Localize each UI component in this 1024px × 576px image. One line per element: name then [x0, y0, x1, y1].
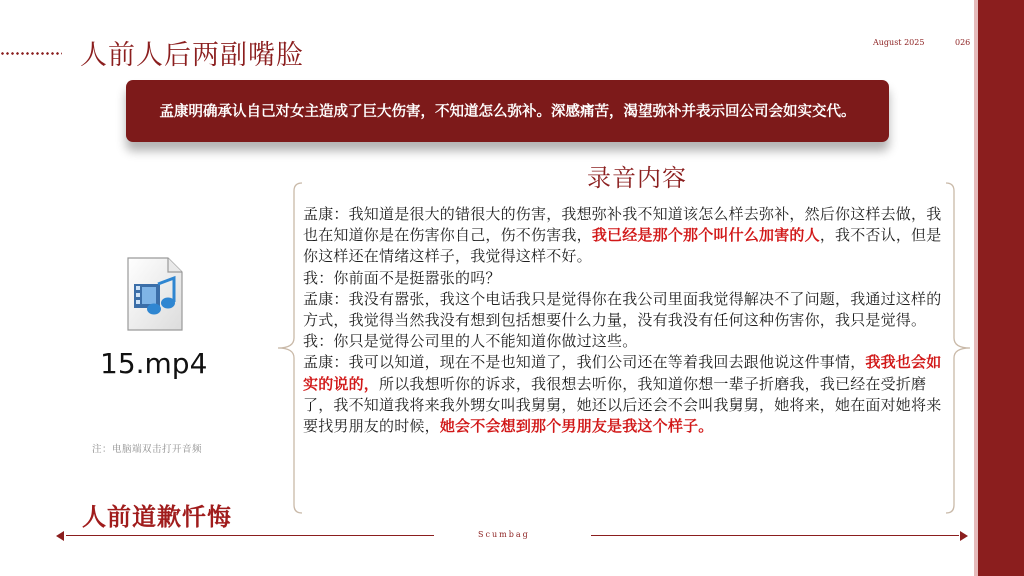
- footer-divider-left: [66, 535, 434, 536]
- transcript-paragraph: 我：你只是觉得公司里的人不能知道你做过这些。: [303, 332, 638, 351]
- open-audio-note: 注：电脑端双击打开音频: [92, 444, 203, 455]
- right-decorative-bar: [978, 0, 1024, 576]
- video-file-icon[interactable]: [124, 256, 186, 332]
- page-number: 026: [955, 38, 971, 47]
- footer-arrow-right-icon: [960, 531, 968, 541]
- transcript-text: ，我不否认，但是你这样还在情绪这样子，我觉得这样不好。: [303, 226, 942, 266]
- footer-divider-right: [591, 535, 959, 536]
- transcript-paragraph: [303, 352, 945, 437]
- transcript-highlight: 我我也会如实的说的，: [303, 353, 942, 393]
- footer-label: Scumbag: [478, 530, 530, 539]
- footer-arrow-left-icon: [56, 531, 64, 541]
- dotted-line-decoration: [0, 52, 62, 55]
- file-name[interactable]: 15.mp4: [100, 347, 208, 380]
- transcript-body: [303, 204, 945, 437]
- transcript-title: 录音内容: [587, 164, 687, 192]
- transcript-text: 孟康：我知道是很大的错很大的伤害，我想弥补我不知道该怎么样去弥补，然后你这样去做，我也在知道你是在伤害你自己，伤不伤害我，: [303, 205, 942, 245]
- header-date: August 2025: [873, 38, 925, 47]
- page-title: 人前人后两副嘴脸: [80, 40, 304, 71]
- transcript-highlight: 她会不会想到那个男朋友是我这个样子。: [439, 417, 714, 436]
- apology-heading: 人前道歉忏悔: [82, 502, 232, 531]
- transcript-text: 孟康：我可以知道，现在不是也知道了，我们公司还在等着我回去跟他说这件事情，: [303, 353, 866, 372]
- transcript-paragraph: 我：你前面不是挺嚣张的吗？: [303, 268, 501, 287]
- transcript-paragraph: 孟康：我没有嚣张，我这个电话我只是觉得你在我公司里面我觉得解决不了问题，我通过这样的方式，我觉得当然我没有想到包括想要什么力量，没有我没有任何这种伤害你，我只是觉得。: [303, 289, 942, 330]
- transcript-highlight: 我已经是那个那个叫什么加害的人: [591, 226, 820, 245]
- summary-banner: [126, 80, 889, 142]
- transcript-text: 所以我想听你的诉求，我很想去听你，我知道你想一辈子折磨我，我已经在受折磨了，我不知道我将来我外甥女叫我舅舅，她还以后还会不会叫我舅舅，她将来，她在面对她将来要找男朋友的时候，: [303, 374, 942, 436]
- transcript-paragraph: [303, 204, 945, 268]
- summary-banner-text: 孟康明确承认自己对女主造成了巨大伤害，不知道怎么弥补。深感痛苦，渴望弥补并表示回公司会如实交代。: [159, 102, 856, 120]
